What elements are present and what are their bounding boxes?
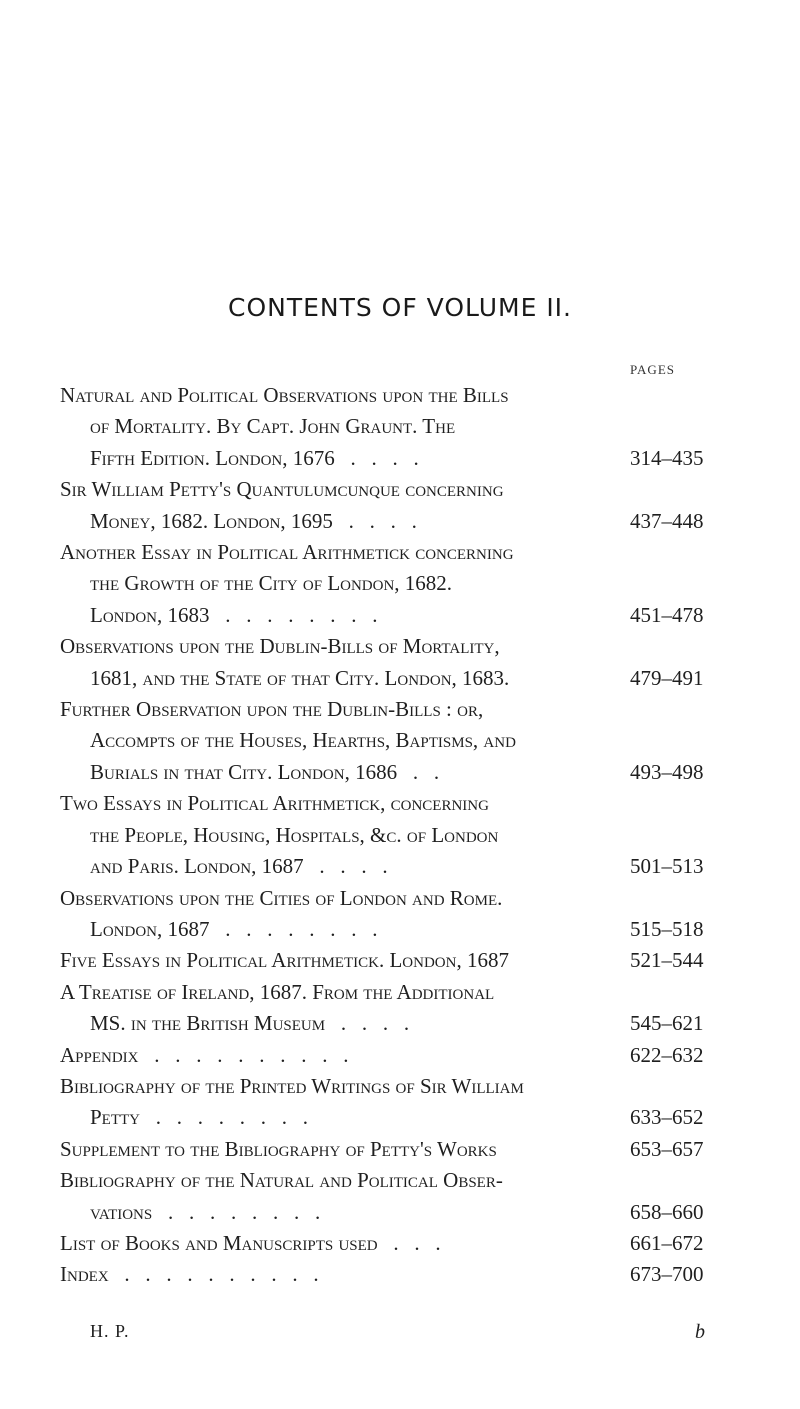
toc-line	[60, 443, 760, 474]
toc-entry	[60, 1040, 760, 1071]
leader-dots: . . . .	[332, 508, 417, 533]
leader-dots: . . . . . . . .	[140, 1105, 308, 1130]
spacer	[378, 600, 625, 631]
page-range	[624, 977, 760, 1008]
toc-entry-text: the Growth of the City of London, 1682.	[90, 571, 453, 596]
toc-line	[60, 474, 760, 505]
spacer	[417, 506, 624, 537]
page-range	[624, 568, 760, 599]
toc-line	[60, 1165, 760, 1196]
toc-entry-text: Observations upon the Cities of London and Rome.	[60, 885, 503, 910]
leader-dots: . . . . . . . .	[152, 1199, 321, 1224]
spacer	[320, 1197, 624, 1228]
page-range: 437–448	[630, 508, 704, 533]
spacer	[502, 883, 624, 914]
spacer	[441, 1228, 624, 1259]
toc-line	[60, 411, 760, 442]
spacer	[439, 757, 624, 788]
page-title: CONTENTS OF VOLUME II.	[227, 293, 573, 322]
toc-line	[60, 788, 760, 819]
toc-line	[60, 914, 760, 945]
page-range: 515–518	[630, 916, 704, 941]
toc-line	[60, 725, 760, 756]
toc-entry	[60, 1228, 760, 1259]
table-of-contents	[60, 380, 760, 1291]
toc-entry-text: Bibliography of the Printed Writings of Sir William	[60, 1073, 524, 1098]
toc-entry-text: Money, 1682. London, 1695	[90, 508, 333, 533]
toc-entry-text: Observations upon the Dublin-Bills of Mortality,	[60, 634, 500, 659]
spacer	[455, 411, 624, 442]
page-range: 521–544	[630, 948, 704, 973]
toc-entry-text: A Treatise of Ireland, 1687. From the Additional	[60, 979, 495, 1004]
toc-entry-text: London, 1687	[90, 916, 210, 941]
leader-dots: . . . . . . . .	[209, 602, 378, 627]
spacer	[516, 725, 624, 756]
toc-entry	[60, 631, 760, 694]
leader-dots: . . . .	[334, 445, 419, 470]
toc-entry-text: Index	[60, 1262, 109, 1287]
spacer	[319, 1259, 624, 1290]
spacer	[514, 537, 624, 568]
leader-dots: . .	[397, 759, 440, 784]
toc-line	[60, 1228, 760, 1259]
toc-entry	[60, 945, 760, 976]
spacer	[509, 945, 624, 976]
page-range	[624, 820, 760, 851]
spacer	[500, 631, 624, 662]
spacer	[483, 694, 624, 725]
toc-entry-text: Burials in that City. London, 1686	[90, 759, 398, 784]
spacer	[378, 914, 625, 945]
page-range: 661–672	[630, 1230, 704, 1255]
toc-entry-text: of Mortality. By Capt. John Graunt. The	[90, 414, 456, 439]
spacer	[409, 1008, 624, 1039]
leader-dots: . . . . . . . . . .	[108, 1262, 319, 1287]
page-range	[624, 788, 760, 819]
toc-entry-text: Petty	[90, 1105, 140, 1130]
toc-entry	[60, 537, 760, 631]
toc-line	[60, 1197, 760, 1228]
toc-entry-text: the People, Housing, Hospitals, &c. of London	[90, 822, 499, 847]
toc-entry-text: Sir William Petty's Quantulumcunque concerning	[60, 477, 504, 502]
toc-line	[60, 694, 760, 725]
page-range: 653–657	[630, 1136, 704, 1161]
toc-entry	[60, 474, 760, 537]
toc-entry-text: Further Observation upon the Dublin-Bills : or,	[60, 697, 484, 722]
spacer	[388, 851, 624, 882]
toc-entry	[60, 1134, 760, 1165]
pages-column-label: PAGES	[630, 362, 675, 377]
toc-line	[60, 600, 760, 631]
toc-line	[60, 945, 760, 976]
page-range: 314–435	[630, 445, 704, 470]
spacer	[494, 977, 624, 1008]
page-range: 622–632	[630, 1042, 704, 1067]
toc-line	[60, 1259, 760, 1290]
page-range	[624, 631, 760, 662]
spacer	[524, 1071, 624, 1102]
page-range: 451–478	[630, 602, 704, 627]
toc-line	[60, 568, 760, 599]
toc-entry	[60, 788, 760, 882]
toc-line	[60, 1071, 760, 1102]
toc-line	[60, 663, 760, 694]
spacer	[509, 663, 624, 694]
spacer	[503, 1165, 624, 1196]
toc-entry	[60, 1165, 760, 1228]
spacer	[452, 568, 624, 599]
toc-entry-text: Accompts of the Houses, Hearths, Baptisms, and	[90, 728, 516, 753]
toc-line	[60, 851, 760, 882]
toc-line	[60, 1102, 760, 1133]
leader-dots: . . .	[377, 1230, 441, 1255]
page-range	[624, 1165, 760, 1196]
toc-entry-text: 1681, and the State of that City. London, 1683.	[90, 665, 510, 690]
toc-entry-text: Two Essays in Political Arithmetick, concerning	[60, 791, 489, 816]
leader-dots: . . . .	[325, 1011, 410, 1036]
toc-entry-text: Fifth Edition. London, 1676	[90, 445, 335, 470]
toc-line	[60, 506, 760, 537]
page-range: 633–652	[630, 1105, 704, 1130]
toc-entry-text: vations	[90, 1199, 153, 1224]
page-range	[624, 474, 760, 505]
toc-line	[60, 883, 760, 914]
toc-line	[60, 1134, 760, 1165]
leader-dots: . . . . . . . . . .	[138, 1042, 349, 1067]
spacer	[489, 788, 624, 819]
spacer	[509, 380, 624, 411]
toc-line	[60, 537, 760, 568]
spacer	[349, 1040, 624, 1071]
page-range: 545–621	[630, 1011, 704, 1036]
page-range	[624, 725, 760, 756]
toc-entry-text: Bibliography of the Natural and Political Obser-	[60, 1168, 503, 1193]
toc-entry	[60, 694, 760, 788]
page-range	[624, 411, 760, 442]
signature-mark: b	[695, 1321, 705, 1343]
toc-entry-text: Natural and Political Observations upon the Bills	[60, 383, 509, 407]
page-range	[624, 883, 760, 914]
spacer	[308, 1102, 624, 1133]
toc-entry-text: Five Essays in Political Arithmetick. London, 1687	[60, 948, 509, 973]
toc-line	[60, 820, 760, 851]
toc-entry-text: List of Books and Manuscripts used	[60, 1230, 378, 1255]
page-range	[624, 537, 760, 568]
toc-entry-text: London, 1683	[90, 602, 210, 627]
toc-entry	[60, 1071, 760, 1134]
toc-line	[60, 380, 760, 411]
leader-dots: . . . . . . . .	[209, 916, 378, 941]
spacer	[498, 820, 624, 851]
page-range	[624, 694, 760, 725]
spacer	[497, 1134, 624, 1165]
toc-entry-text: Another Essay in Political Arithmetick concerning	[60, 540, 514, 565]
toc-entry-text: MS. in the British Museum	[90, 1011, 326, 1036]
page-range: 658–660	[630, 1199, 704, 1224]
running-footer-initials: H. P.	[90, 1321, 130, 1341]
page-range: 501–513	[630, 854, 704, 879]
page-range: 673–700	[630, 1262, 704, 1287]
page-range: 493–498	[630, 759, 704, 784]
toc-entry-text: and Paris. London, 1687	[90, 854, 304, 879]
toc-entry-text: Appendix	[60, 1042, 139, 1067]
spacer	[504, 474, 624, 505]
spacer	[419, 443, 624, 474]
toc-entry	[60, 977, 760, 1040]
leader-dots: . . . .	[303, 854, 388, 879]
toc-line	[60, 977, 760, 1008]
toc-entry	[60, 883, 760, 946]
page-range	[624, 380, 760, 411]
toc-entry	[60, 380, 760, 474]
toc-entry-text: Supplement to the Bibliography of Petty's Works	[60, 1136, 497, 1161]
toc-line	[60, 631, 760, 662]
toc-entry	[60, 1259, 760, 1290]
toc-line	[60, 1040, 760, 1071]
toc-line	[60, 1008, 760, 1039]
page-range: 479–491	[630, 665, 704, 690]
toc-line	[60, 757, 760, 788]
page-range	[624, 1071, 760, 1102]
